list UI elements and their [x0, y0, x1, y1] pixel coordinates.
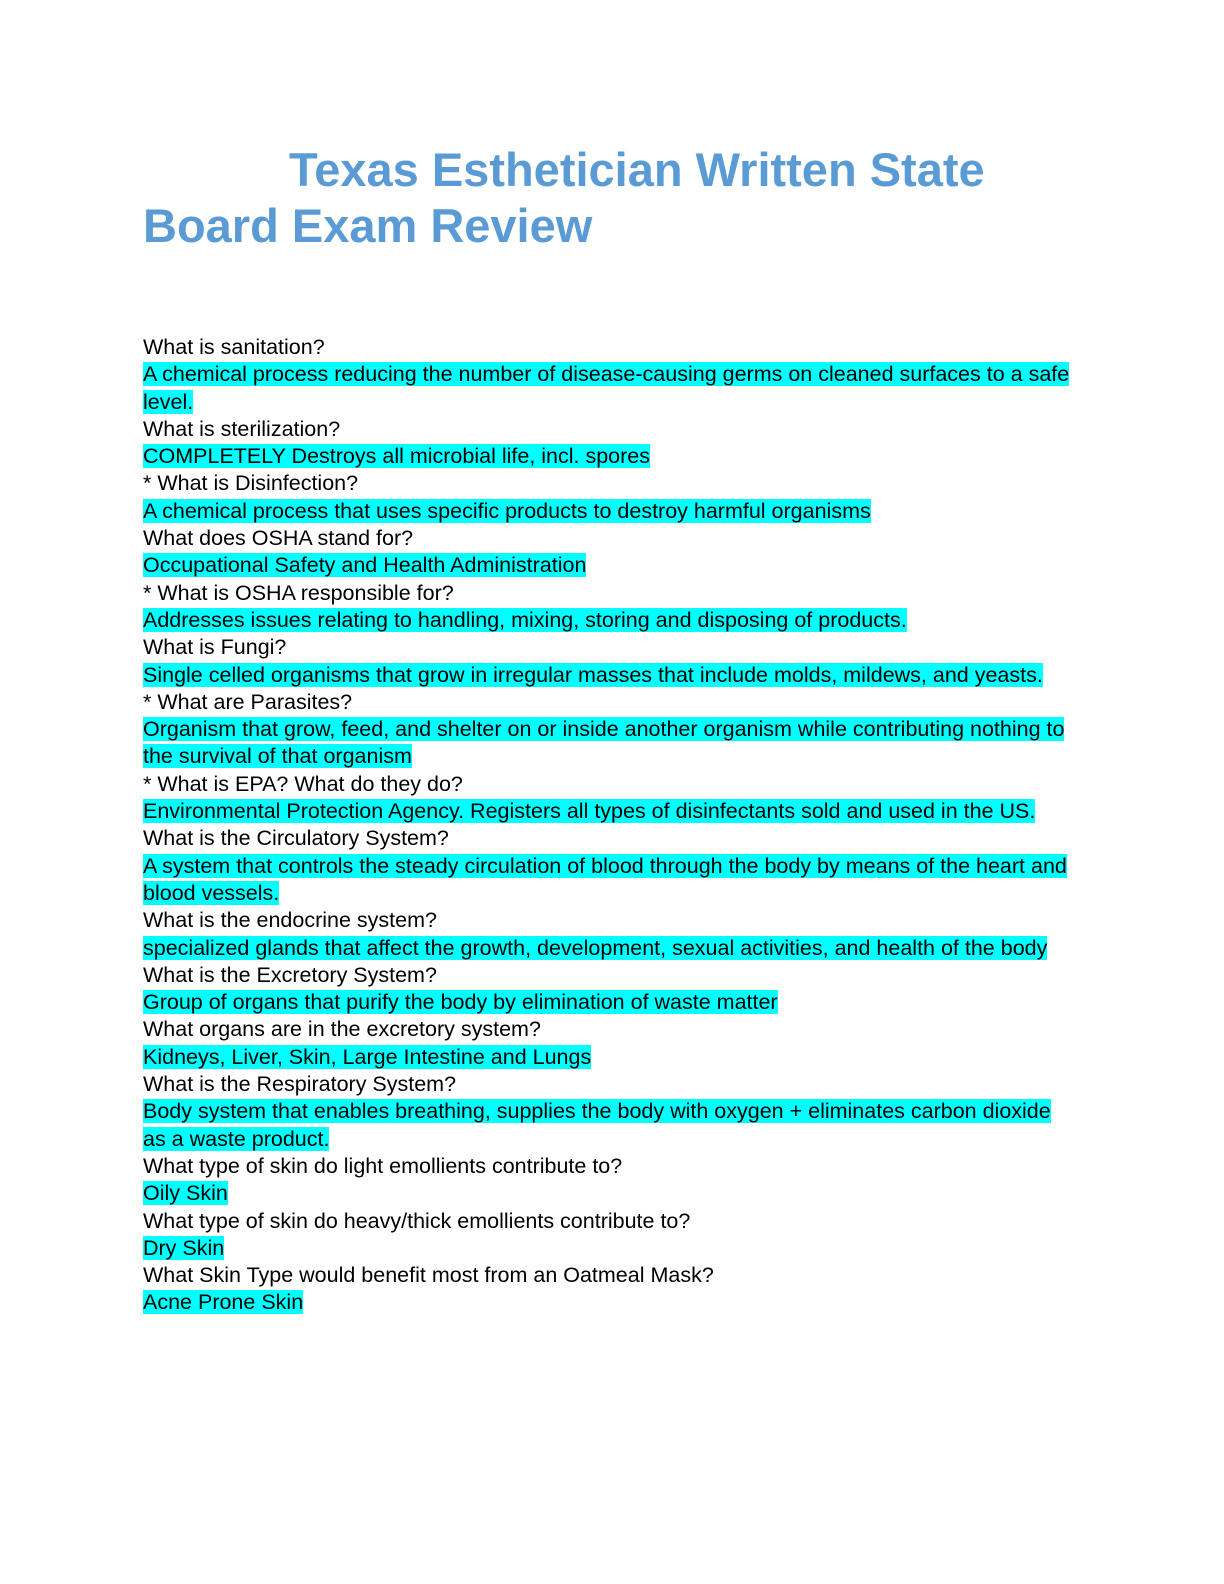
answer-sanitation: A chemical process reducing the number of disease-causing germs on cleaned surfaces to a safe level.	[143, 362, 1070, 414]
answer-disinfection: A chemical process that uses specific products to destroy harmful organisms	[143, 498, 871, 523]
answer-respiratory-system: Body system that enables breathing, supplies the body with oxygen + eliminates carbon dioxide as a waste product.	[143, 1099, 1051, 1151]
question-excretory-organs: What organs are in the excretory system?	[143, 1017, 541, 1042]
question-parasites: * What are Parasites?	[143, 689, 353, 714]
question-epa: * What is EPA? What do they do?	[143, 771, 463, 796]
answer-circulatory-system: A system that controls the steady circulation of blood through the body by means of the heart and blood vessels.	[143, 853, 1067, 905]
answer-epa: Environmental Protection Agency. Registers all types of disinfectants sold and used in the US.	[143, 799, 1036, 824]
question-fungi: What is Fungi?	[143, 635, 287, 660]
answer-parasites: Organism that grow, feed, and shelter on or inside another organism while contributing nothing to the survival of that organism	[143, 717, 1065, 769]
question-osha-acronym: What does OSHA stand for?	[143, 526, 414, 551]
question-disinfection: * What is Disinfection?	[143, 471, 359, 496]
question-sterilization: What is sterilization?	[143, 416, 341, 441]
question-circulatory-system: What is the Circulatory System?	[143, 826, 449, 851]
question-respiratory-system: What is the Respiratory System?	[143, 1072, 457, 1097]
answer-osha-acronym: Occupational Safety and Health Administration	[143, 553, 587, 578]
answer-endocrine-system: specialized glands that affect the growth, development, sexual activities, and health of the body	[143, 935, 1048, 960]
question-endocrine-system: What is the endocrine system?	[143, 908, 437, 933]
answer-excretory-system: Group of organs that purify the body by elimination of waste matter	[143, 990, 778, 1015]
answer-osha-responsibility: Addresses issues relating to handling, mixing, storing and disposing of products.	[143, 607, 907, 632]
question-heavy-emollients: What type of skin do heavy/thick emollients contribute to?	[143, 1208, 691, 1233]
question-excretory-system: What is the Excretory System?	[143, 962, 437, 987]
answer-fungi: Single celled organisms that grow in irregular masses that include molds, mildews, and yeasts.	[143, 662, 1043, 687]
answer-sterilization: COMPLETELY Destroys all microbial life, incl. spores	[143, 444, 651, 469]
answer-oatmeal-mask: Acne Prone Skin	[143, 1290, 304, 1315]
question-light-emollients: What type of skin do light emollients contribute to?	[143, 1153, 623, 1178]
question-osha-responsibility: * What is OSHA responsible for?	[143, 580, 454, 605]
question-sanitation: What is sanitation?	[143, 335, 325, 359]
question-oatmeal-mask: What Skin Type would benefit most from an Oatmeal Mask?	[143, 1263, 714, 1288]
answer-heavy-emollients: Dry Skin	[143, 1235, 225, 1260]
document-title: Texas Esthetician Written State Board Exam Review	[143, 143, 985, 252]
answer-excretory-organs: Kidneys, Liver, Skin, Large Intestine and Lungs	[143, 1044, 592, 1069]
answer-light-emollients: Oily Skin	[143, 1181, 228, 1206]
qa-list	[143, 334, 1073, 1317]
